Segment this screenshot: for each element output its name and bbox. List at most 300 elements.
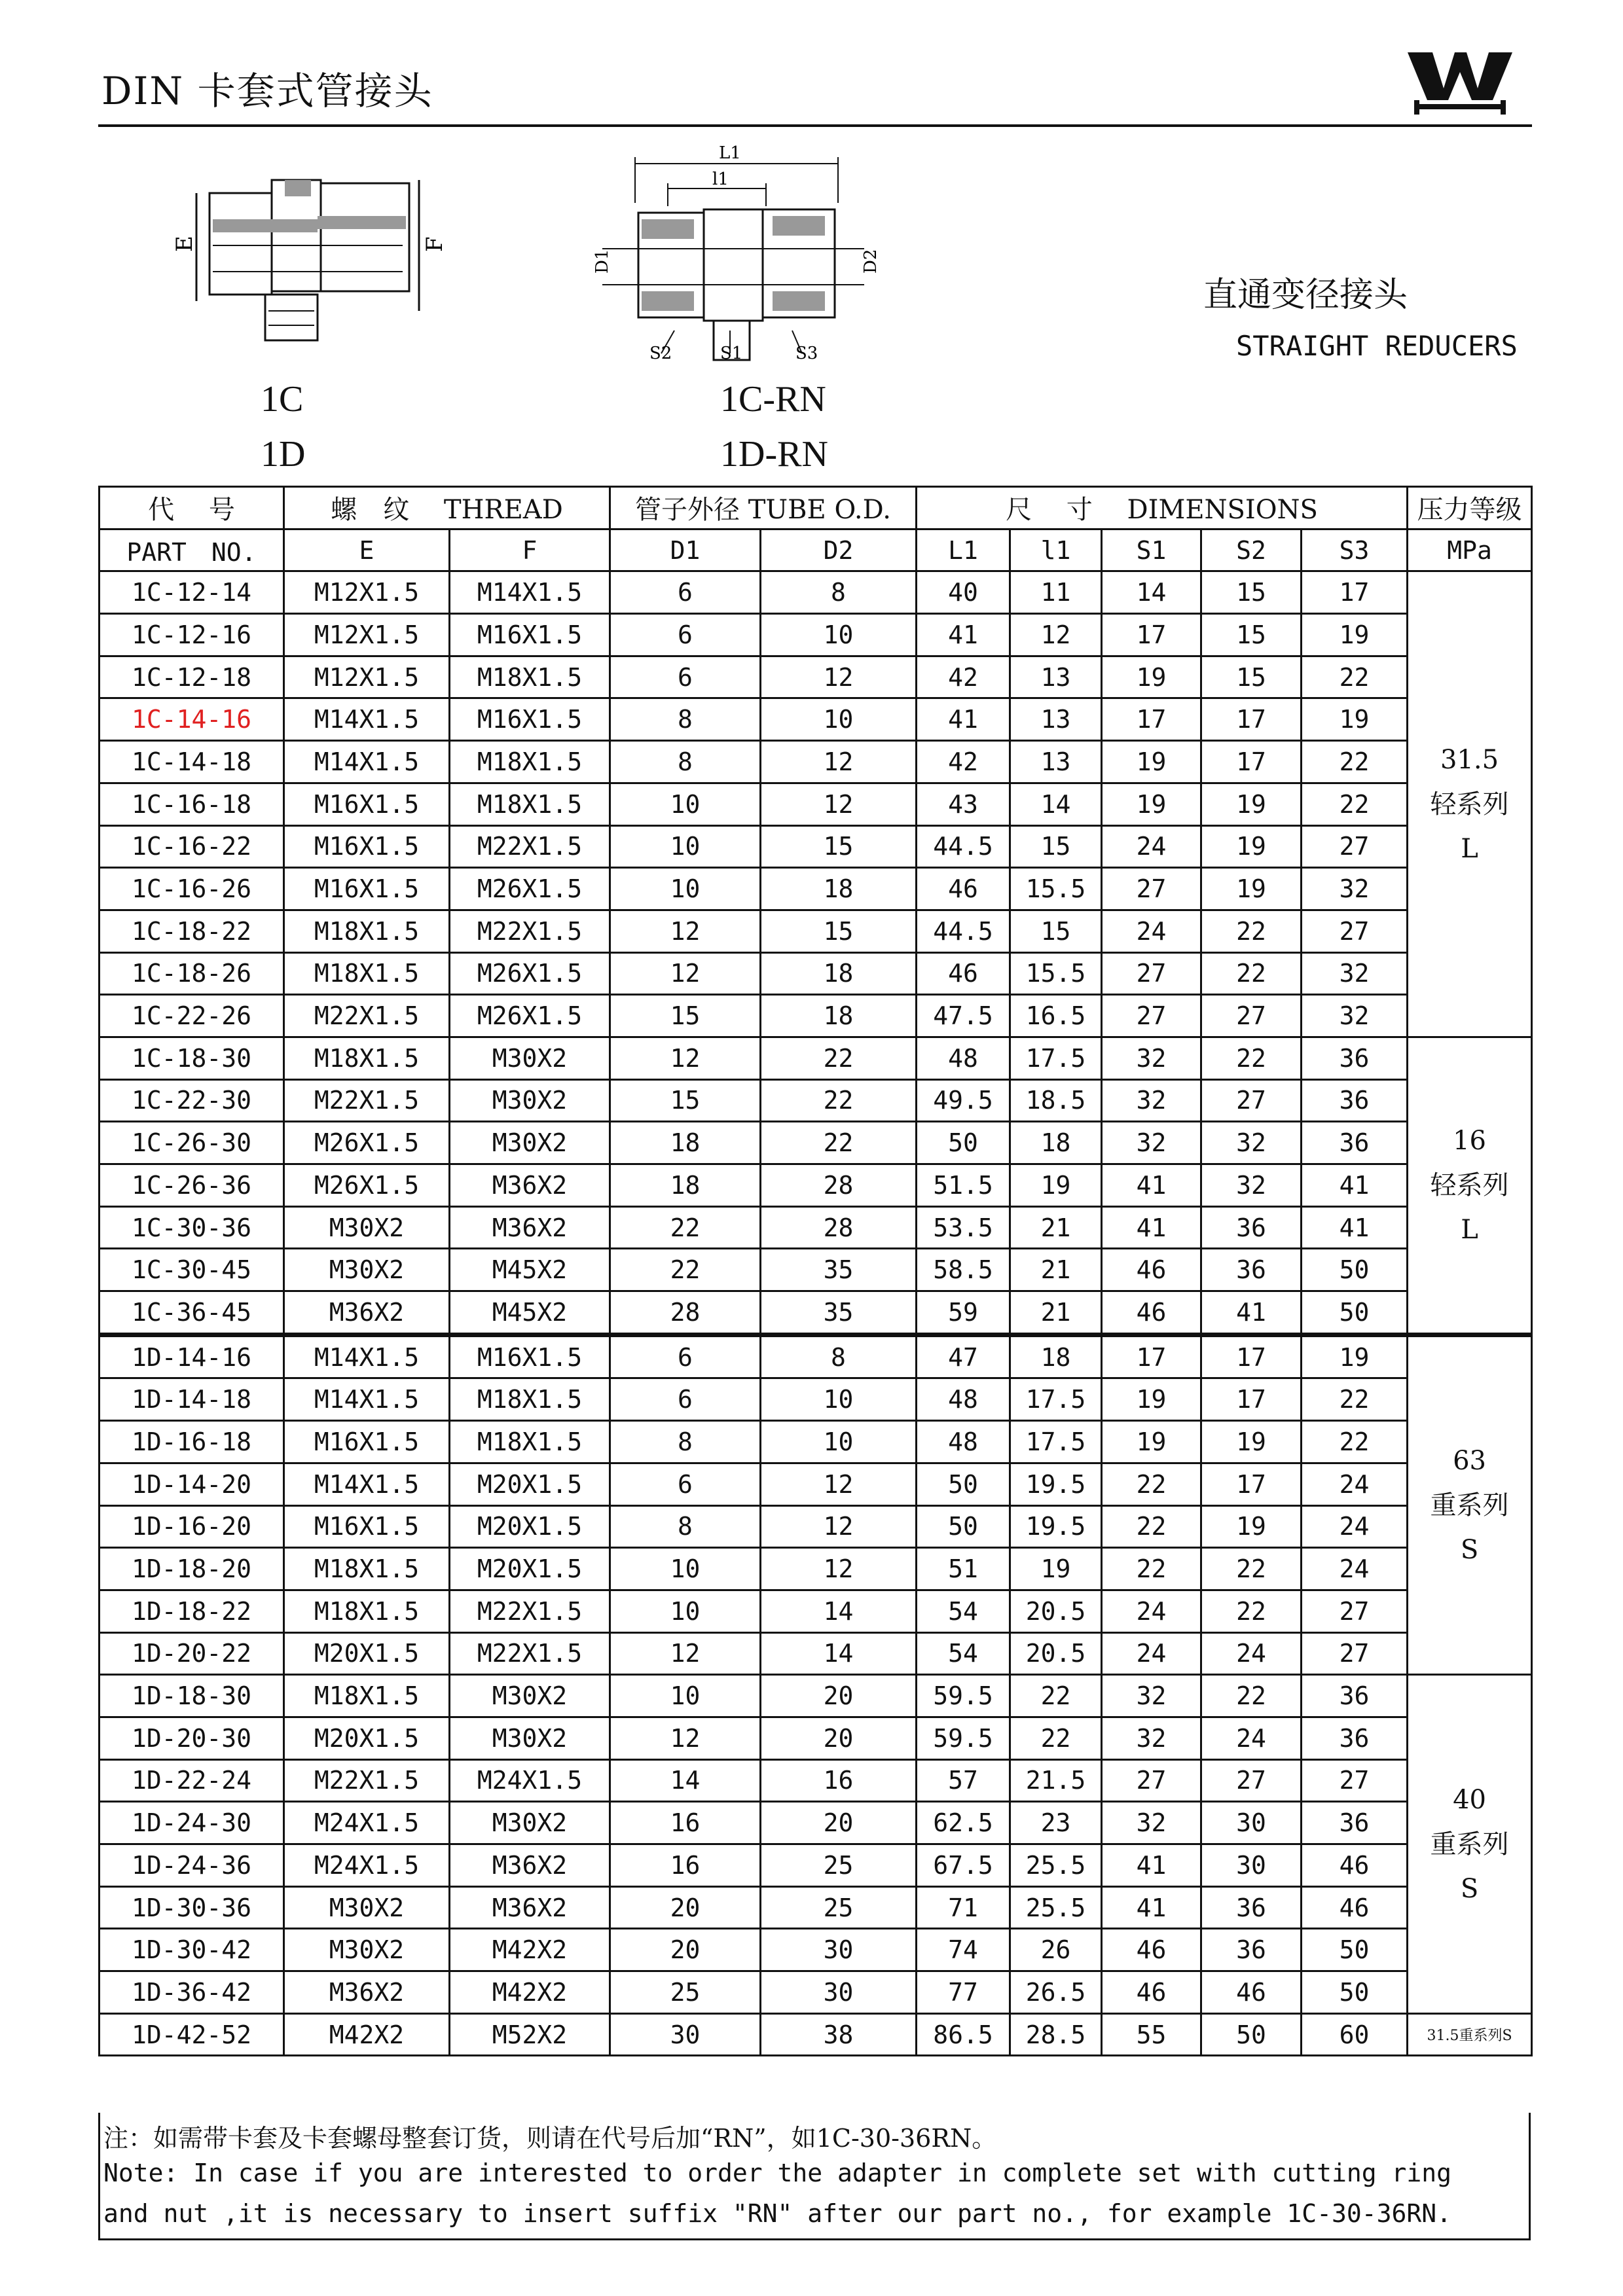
- table-cell: 41: [1201, 1291, 1302, 1335]
- table-cell: 43: [917, 783, 1010, 825]
- table-cell: 36: [1302, 1675, 1408, 1717]
- table-cell: M14X1.5: [284, 1335, 450, 1378]
- table-cell: M24X1.5: [450, 1759, 610, 1802]
- table-cell: 41: [917, 614, 1010, 656]
- table-cell: 48: [917, 1378, 1010, 1421]
- part-number-cell: 1C-18-26: [100, 952, 284, 995]
- table-cell: 59: [917, 1291, 1010, 1335]
- table-cell: M18X1.5: [284, 1675, 450, 1717]
- pressure-code: L: [1461, 1214, 1478, 1245]
- table-cell: 20.5: [1010, 1590, 1102, 1632]
- table-cell: M18X1.5: [450, 1378, 610, 1421]
- table-cell: 48: [917, 1037, 1010, 1079]
- table-cell: 19: [1201, 825, 1302, 868]
- table-cell: 27: [1302, 1590, 1408, 1632]
- subheader-D2: D2: [761, 529, 917, 571]
- pressure-code: S: [1460, 1535, 1479, 1565]
- table-cell: 15: [761, 825, 917, 868]
- part-number-cell: 1D-30-36: [100, 1886, 284, 1929]
- part-number-cell: 1D-16-20: [100, 1505, 284, 1548]
- pressure-small-label: 31.5重系列S: [1427, 2028, 1512, 2045]
- table-cell: 46: [917, 868, 1010, 910]
- table-cell: M22X1.5: [284, 995, 450, 1037]
- part-number-cell: 1D-24-36: [100, 1844, 284, 1887]
- table-cell: 25: [610, 1971, 761, 2014]
- table-cell: 20: [761, 1675, 917, 1717]
- table-cell: 10: [610, 783, 761, 825]
- table-cell: 16: [761, 1759, 917, 1802]
- table-cell: 18: [761, 868, 917, 910]
- part-number-cell: 1D-36-42: [100, 1971, 284, 2014]
- table-cell: 22: [1302, 783, 1408, 825]
- part-number-cell: 1C-16-22: [100, 825, 284, 868]
- table-cell: 49.5: [917, 1079, 1010, 1122]
- table-cell: 19: [1201, 783, 1302, 825]
- table-cell: 27: [1302, 1759, 1408, 1802]
- table-cell: M16X1.5: [284, 825, 450, 868]
- table-row: [100, 1291, 1532, 1335]
- table-cell: 15: [1010, 910, 1102, 952]
- table-cell: 58.5: [917, 1249, 1010, 1291]
- table-cell: 24: [1302, 1463, 1408, 1505]
- table-cell: 18: [1010, 1122, 1102, 1164]
- subheader-F: F: [450, 529, 610, 571]
- table-cell: M30X2: [450, 1079, 610, 1122]
- table-cell: 19: [1302, 698, 1408, 741]
- table-cell: 10: [610, 1675, 761, 1717]
- table-cell: 24: [1302, 1548, 1408, 1590]
- table-cell: 10: [761, 614, 917, 656]
- table-row: [100, 656, 1532, 698]
- part-number-cell: 1D-14-18: [100, 1378, 284, 1421]
- part-number-cell: 1C-12-14: [100, 571, 284, 614]
- table-row: [100, 952, 1532, 995]
- table-cell: 25.5: [1010, 1844, 1102, 1887]
- table-row: [100, 1335, 1532, 1378]
- table-cell: 8: [761, 571, 917, 614]
- table-cell: 55: [1102, 2013, 1201, 2056]
- part-number-cell: 1C-30-45: [100, 1249, 284, 1291]
- table-cell: 12: [761, 783, 917, 825]
- table-cell: 13: [1010, 698, 1102, 741]
- label-D2: D2: [861, 249, 881, 274]
- table-cell: M30X2: [284, 1929, 450, 1971]
- table-cell: 50: [917, 1463, 1010, 1505]
- table-cell: 20.5: [1010, 1632, 1102, 1675]
- table-cell: M26X1.5: [284, 1122, 450, 1164]
- table-cell: 50: [917, 1505, 1010, 1548]
- table-cell: 19: [1102, 1421, 1201, 1463]
- table-cell: M20X1.5: [450, 1463, 610, 1505]
- table-cell: 41: [1302, 1206, 1408, 1249]
- table-cell: 27: [1201, 995, 1302, 1037]
- table-cell: M14X1.5: [284, 698, 450, 741]
- table-cell: 32: [1302, 868, 1408, 910]
- table-cell: 14: [761, 1590, 917, 1632]
- table-cell: 50: [917, 1122, 1010, 1164]
- table-cell: 22: [1201, 1675, 1302, 1717]
- table-cell: M30X2: [284, 1886, 450, 1929]
- fitting-drawing-1c: [167, 154, 448, 350]
- table-cell: 12: [610, 1717, 761, 1759]
- page-title: DIN 卡套式管接头: [101, 69, 433, 113]
- table-cell: M22X1.5: [450, 825, 610, 868]
- table-cell: M45X2: [450, 1291, 610, 1335]
- table-row: [100, 1717, 1532, 1759]
- table-cell: 17: [1201, 1378, 1302, 1421]
- table-cell: 22: [1201, 1548, 1302, 1590]
- table-row: [100, 1378, 1532, 1421]
- table-cell: 6: [610, 1378, 761, 1421]
- table-cell: 16: [610, 1802, 761, 1844]
- table-cell: 12: [1010, 614, 1102, 656]
- table-cell: M52X2: [450, 2013, 610, 2056]
- table-cell: 27: [1102, 1759, 1201, 1802]
- table-cell: 24: [1302, 1505, 1408, 1548]
- table-cell: 28: [610, 1291, 761, 1335]
- table-cell: M18X1.5: [450, 656, 610, 698]
- table-cell: 10: [610, 825, 761, 868]
- table-cell: 19: [1102, 783, 1201, 825]
- table-row: [100, 698, 1532, 741]
- header-pressure: 压力等级: [1408, 487, 1532, 529]
- table-cell: 22: [1102, 1505, 1201, 1548]
- table-cell: 17: [1302, 571, 1408, 614]
- part-number-cell: 1C-14-16: [100, 698, 284, 741]
- table-cell: 15: [1010, 825, 1102, 868]
- table-cell: 24: [1201, 1632, 1302, 1675]
- table-cell: 28.5: [1010, 2013, 1102, 2056]
- table-cell: 22: [761, 1037, 917, 1079]
- table-cell: 36: [1302, 1122, 1408, 1164]
- part-number-cell: 1D-16-18: [100, 1421, 284, 1463]
- table-cell: M22X1.5: [284, 1759, 450, 1802]
- header-rule: [98, 124, 1532, 127]
- table-cell: M36X2: [450, 1206, 610, 1249]
- table-cell: 42: [917, 656, 1010, 698]
- table-cell: 18.5: [1010, 1079, 1102, 1122]
- table-cell: M16X1.5: [450, 698, 610, 741]
- table-cell: 32: [1102, 1802, 1201, 1844]
- table-cell: 19: [1010, 1164, 1102, 1207]
- table-cell: 22: [1201, 1037, 1302, 1079]
- table-cell: M18X1.5: [450, 1421, 610, 1463]
- table-cell: 13: [1010, 656, 1102, 698]
- part-number-cell: 1D-20-22: [100, 1632, 284, 1675]
- table-cell: M18X1.5: [450, 783, 610, 825]
- table-cell: 46: [1302, 1844, 1408, 1887]
- table-cell: M18X1.5: [284, 1590, 450, 1632]
- table-cell: 12: [761, 656, 917, 698]
- table-cell: 22: [1201, 910, 1302, 952]
- table-cell: M26X1.5: [450, 952, 610, 995]
- table-cell: M36X2: [284, 1971, 450, 2014]
- table-cell: 15: [1201, 614, 1302, 656]
- part-number-cell: 1D-14-16: [100, 1335, 284, 1378]
- table-cell: 32: [1102, 1122, 1201, 1164]
- model-1c-rn: 1C-RN: [720, 379, 826, 420]
- table-cell: 32: [1102, 1675, 1201, 1717]
- pressure-value: 16: [1453, 1125, 1486, 1156]
- product-name-en: STRAIGHT REDUCERS: [1236, 330, 1518, 362]
- table-cell: 26: [1010, 1929, 1102, 1971]
- table-cell: M26X1.5: [450, 868, 610, 910]
- fitting-drawing-1c-rn: [576, 144, 890, 367]
- table-cell: 22: [1201, 1590, 1302, 1632]
- table-cell: 10: [761, 698, 917, 741]
- table-cell: 19: [1102, 741, 1201, 783]
- table-row: [100, 1802, 1532, 1844]
- label-S1: S1: [720, 344, 743, 363]
- table-cell: 41: [1102, 1844, 1201, 1887]
- table-cell: 22: [1302, 1378, 1408, 1421]
- table-cell: 24: [1201, 1717, 1302, 1759]
- table-row: [100, 1505, 1532, 1548]
- table-cell: 24: [1102, 910, 1201, 952]
- label-l1: l1: [712, 170, 729, 189]
- table-cell: 46: [1102, 1249, 1201, 1291]
- table-cell: M14X1.5: [284, 1378, 450, 1421]
- subheader-D1: D1: [610, 529, 761, 571]
- table-cell: M18X1.5: [450, 741, 610, 783]
- table-cell: 15: [610, 995, 761, 1037]
- table-cell: 8: [610, 1505, 761, 1548]
- label-S3: S3: [795, 344, 818, 363]
- table-cell: M36X2: [284, 1291, 450, 1335]
- table-cell: 12: [610, 952, 761, 995]
- table-cell: M30X2: [450, 1122, 610, 1164]
- table-row: [100, 741, 1532, 783]
- table-cell: 27: [1102, 868, 1201, 910]
- table-cell: 46: [1302, 1886, 1408, 1929]
- table-cell: 32: [1102, 1037, 1201, 1079]
- table-cell: 30: [761, 1971, 917, 2014]
- table-cell: 18: [761, 952, 917, 995]
- table-row: [100, 1632, 1532, 1675]
- part-number-cell: 1C-12-18: [100, 656, 284, 698]
- table-cell: M20X1.5: [284, 1717, 450, 1759]
- table-cell: M24X1.5: [284, 1802, 450, 1844]
- header-tube-od: 管子外径 TUBE O.D.: [610, 487, 917, 529]
- table-cell: 19.5: [1010, 1463, 1102, 1505]
- table-cell: 17.5: [1010, 1378, 1102, 1421]
- table-cell: 27: [1102, 995, 1201, 1037]
- part-number-cell: 1C-18-22: [100, 910, 284, 952]
- table-cell: 36: [1302, 1037, 1408, 1079]
- subheader-E: E: [284, 529, 450, 571]
- table-cell: 8: [610, 1421, 761, 1463]
- table-cell: 38: [761, 2013, 917, 2056]
- table-row: [100, 614, 1532, 656]
- table-cell: 46: [1201, 1971, 1302, 2014]
- table-cell: 41: [917, 698, 1010, 741]
- table-cell: M36X2: [450, 1844, 610, 1887]
- table-cell: 22: [1302, 1421, 1408, 1463]
- part-number-cell: 1C-22-26: [100, 995, 284, 1037]
- table-cell: 20: [610, 1886, 761, 1929]
- table-cell: 12: [610, 1632, 761, 1675]
- table-cell: M16X1.5: [450, 614, 610, 656]
- table-row: [100, 783, 1532, 825]
- part-number-cell: 1D-22-24: [100, 1759, 284, 1802]
- table-cell: 51.5: [917, 1164, 1010, 1207]
- table-cell: 32: [1201, 1164, 1302, 1207]
- table-cell: 19: [1302, 614, 1408, 656]
- table-cell: 28: [761, 1164, 917, 1207]
- table-cell: M30X2: [450, 1717, 610, 1759]
- part-number-cell: 1D-20-30: [100, 1717, 284, 1759]
- table-cell: 20: [610, 1929, 761, 1971]
- table-cell: 67.5: [917, 1844, 1010, 1887]
- table-cell: 41: [1302, 1164, 1408, 1207]
- table-cell: 32: [1302, 995, 1408, 1037]
- table-cell: 8: [761, 1335, 917, 1378]
- table-row: [100, 1206, 1532, 1249]
- table-cell: 25: [761, 1886, 917, 1929]
- table-cell: 42: [917, 741, 1010, 783]
- table-cell: 27: [1302, 910, 1408, 952]
- table-cell: M14X1.5: [284, 1463, 450, 1505]
- table-cell: M12X1.5: [284, 614, 450, 656]
- table-cell: M18X1.5: [284, 952, 450, 995]
- table-cell: 6: [610, 614, 761, 656]
- subheader-part: PART NO.: [100, 529, 284, 571]
- table-cell: 14: [1010, 783, 1102, 825]
- table-cell: 27: [1201, 1759, 1302, 1802]
- subheader-S2: S2: [1201, 529, 1302, 571]
- table-cell: 18: [1010, 1335, 1102, 1378]
- table-cell: 16: [610, 1844, 761, 1887]
- subheader-l1: l1: [1010, 529, 1102, 571]
- table-cell: 19: [1201, 1505, 1302, 1548]
- table-cell: 27: [1201, 1079, 1302, 1122]
- table-cell: 32: [1302, 952, 1408, 995]
- table-row: [100, 1675, 1532, 1717]
- table-cell: 12: [761, 1505, 917, 1548]
- table-cell: 19: [1302, 1335, 1408, 1378]
- table-cell: M30X2: [284, 1249, 450, 1291]
- table-cell: M22X1.5: [450, 1590, 610, 1632]
- table-cell: 59.5: [917, 1675, 1010, 1717]
- table-cell: 17: [1201, 1335, 1302, 1378]
- table-cell: 22: [1201, 952, 1302, 995]
- table-cell: 50: [1302, 1971, 1408, 2014]
- table-cell: M30X2: [450, 1675, 610, 1717]
- table-cell: 15.5: [1010, 952, 1102, 995]
- table-cell: 36: [1302, 1717, 1408, 1759]
- table-cell: 32: [1102, 1717, 1201, 1759]
- model-1c: 1C: [261, 379, 304, 420]
- pressure-value: 31.5: [1440, 744, 1499, 775]
- part-number-cell: 1D-24-30: [100, 1802, 284, 1844]
- table-cell: 74: [917, 1929, 1010, 1971]
- table-cell: 10: [610, 1548, 761, 1590]
- table-cell: 19: [1201, 868, 1302, 910]
- table-cell: 36: [1302, 1079, 1408, 1122]
- part-number-cell: 1C-16-26: [100, 868, 284, 910]
- table-cell: 20: [761, 1717, 917, 1759]
- table-cell: 26.5: [1010, 1971, 1102, 2014]
- table-cell: 12: [761, 1548, 917, 1590]
- table-cell: 22: [1302, 656, 1408, 698]
- table-cell: M22X1.5: [284, 1079, 450, 1122]
- table-cell: 36: [1201, 1886, 1302, 1929]
- table-cell: 32: [1102, 1079, 1201, 1122]
- table-cell: 8: [610, 741, 761, 783]
- table-row: [100, 1079, 1532, 1122]
- table-cell: 46: [917, 952, 1010, 995]
- note-en-line2: and nut ,it is necessary to insert suffix "RN" after our part no., for example 1C-30-36RN.: [103, 2199, 1452, 2228]
- subheader-S1: S1: [1102, 529, 1201, 571]
- table-cell: 71: [917, 1886, 1010, 1929]
- subheader-L1: L1: [917, 529, 1010, 571]
- table-row: [100, 1122, 1532, 1164]
- table-cell: 30: [761, 1929, 917, 1971]
- table-cell: 23: [1010, 1802, 1102, 1844]
- pressure-series: 轻系列: [1430, 789, 1509, 819]
- table-cell: 46: [1102, 1291, 1201, 1335]
- table-cell: M16X1.5: [284, 1421, 450, 1463]
- table-cell: 17: [1102, 698, 1201, 741]
- table-row: [100, 825, 1532, 868]
- table-cell: 13: [1010, 741, 1102, 783]
- table-cell: 24: [1102, 1632, 1201, 1675]
- table-cell: 21: [1010, 1206, 1102, 1249]
- table-cell: 36: [1201, 1929, 1302, 1971]
- product-name-cn: 直通变径接头: [1203, 276, 1408, 315]
- table-cell: 8: [610, 698, 761, 741]
- label-E: E: [172, 236, 198, 252]
- table-cell: 36: [1302, 1802, 1408, 1844]
- table-cell: 47.5: [917, 995, 1010, 1037]
- part-number-cell: 1C-12-16: [100, 614, 284, 656]
- part-number-cell: 1D-14-20: [100, 1463, 284, 1505]
- table-cell: 27: [1302, 825, 1408, 868]
- table-cell: 12: [761, 741, 917, 783]
- table-row: [100, 1759, 1532, 1802]
- table-cell: 54: [917, 1632, 1010, 1675]
- part-number-cell: 1C-26-36: [100, 1164, 284, 1207]
- table-cell: M36X2: [450, 1164, 610, 1207]
- spec-table: [98, 486, 1533, 2056]
- table-cell: 10: [610, 1590, 761, 1632]
- table-cell: 20: [761, 1802, 917, 1844]
- table-cell: 22: [761, 1122, 917, 1164]
- table-cell: 14: [1102, 571, 1201, 614]
- subheader-S3: S3: [1302, 529, 1408, 571]
- table-cell: M42X2: [284, 2013, 450, 2056]
- note-cn: 注：如需带卡套及卡套螺母整套订货，则请在代号后加“RN”，如1C-30-36RN。: [103, 2124, 997, 2153]
- part-number-cell: 1D-18-20: [100, 1548, 284, 1590]
- part-number-cell: 1D-30-42: [100, 1929, 284, 1971]
- table-cell: 50: [1302, 1929, 1408, 1971]
- table-cell: 19.5: [1010, 1505, 1102, 1548]
- model-1d: 1D: [261, 434, 306, 475]
- table-row: [100, 571, 1532, 614]
- table-cell: M12X1.5: [284, 656, 450, 698]
- table-cell: M16X1.5: [284, 868, 450, 910]
- table-cell: M30X2: [450, 1802, 610, 1844]
- part-number-cell: 1C-22-30: [100, 1079, 284, 1122]
- table-cell: 21.5: [1010, 1759, 1102, 1802]
- table-cell: M42X2: [450, 1929, 610, 1971]
- table-row: [100, 2013, 1532, 2056]
- table-row: [100, 1037, 1532, 1079]
- table-row: [100, 995, 1532, 1037]
- table-cell: 22: [1302, 741, 1408, 783]
- table-cell: M16X1.5: [450, 1335, 610, 1378]
- table-cell: 22: [1010, 1717, 1102, 1759]
